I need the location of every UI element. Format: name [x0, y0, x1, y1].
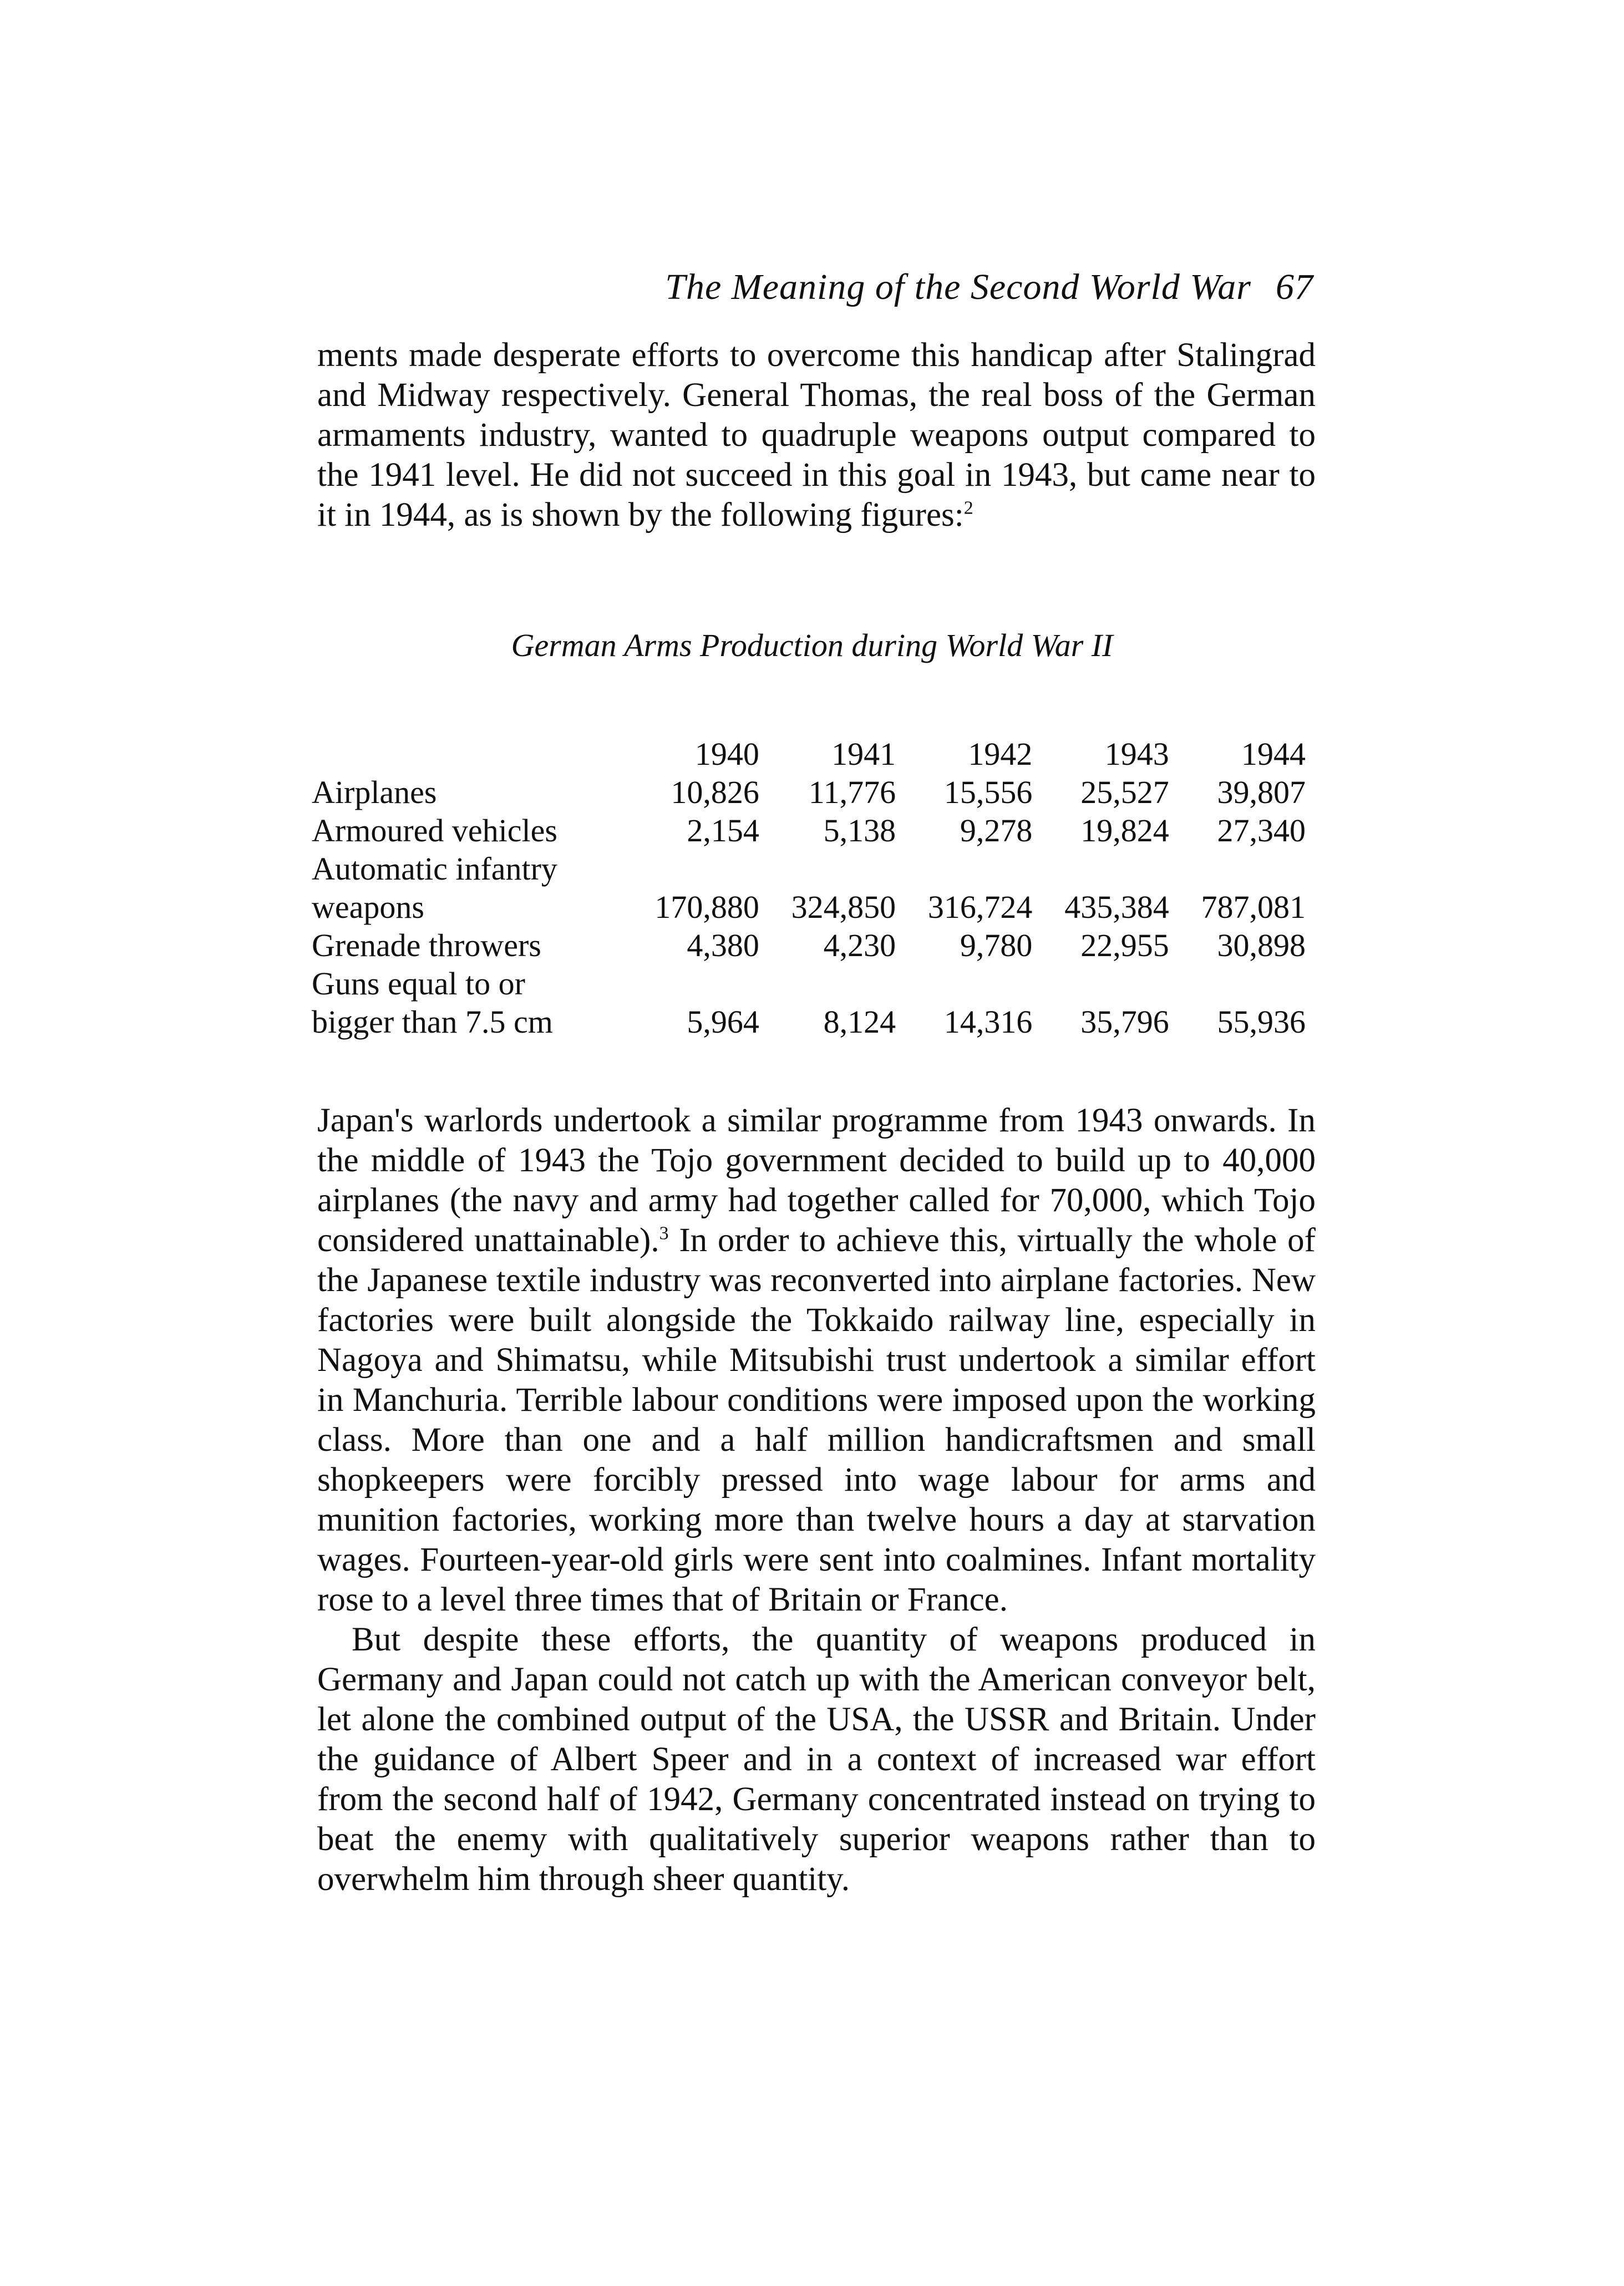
- table-cell: 55,936: [1217, 1004, 1306, 1040]
- table-cell: 4,380: [687, 927, 759, 963]
- footnote-marker-2: 2: [963, 497, 973, 519]
- table-row: [312, 773, 1306, 811]
- table-cell: 30,898: [1217, 927, 1306, 963]
- table-header-label: [312, 735, 623, 773]
- table-cell: 5,964: [687, 1004, 759, 1040]
- year-header: 1941: [831, 736, 896, 772]
- row-label-line: bigger than 7.5 cm: [312, 1004, 553, 1040]
- table-cell: 170,880: [654, 889, 759, 925]
- row-label: [312, 964, 623, 1041]
- table-cell: 316,724: [927, 889, 1033, 925]
- table-row: [312, 811, 1306, 850]
- table-row: [312, 964, 1306, 1041]
- table-cell: 435,384: [1064, 889, 1169, 925]
- table-cell: 39,807: [1217, 774, 1306, 810]
- table-cell: 35,796: [1080, 1004, 1169, 1040]
- table-row: [312, 850, 1306, 926]
- table-row: [312, 926, 1306, 964]
- table-cell: 9,278: [960, 812, 1033, 849]
- row-label: Grenade throwers: [312, 927, 541, 963]
- table-cell: 10,826: [671, 774, 759, 810]
- table-cell: 25,527: [1080, 774, 1169, 810]
- row-label: [312, 850, 623, 926]
- paragraph-2-text: Japan's warlords undertook a similar programme from 1943 onwards. In the middle of 1943 the Tojo government decided to build up to 40,000 airplanes (the navy and army had together called for 70,000, which Tojo considered unattainable).: [317, 1102, 1316, 1259]
- arms-production-table: [312, 735, 1306, 1041]
- body-text-lower: [317, 1101, 1316, 1899]
- row-label-line: weapons: [312, 889, 424, 925]
- footnote-marker-3: 3: [659, 1223, 669, 1244]
- table-cell: 5,138: [823, 812, 896, 849]
- paragraph-3-text: But despite these efforts, the quantity of weapons produced in Germany and Japan could not catch up with the American conveyor belt, let alone the combined output of the USA, the USSR and Britain. Under the guidance of Albert Speer and in a context of increased war effort from the second half of 1942, Germany concentrated instead on trying to beat the enemy with qualitatively superior weapons rather than to overwhelm him through sheer quantity.: [317, 1621, 1316, 1898]
- table-cell: 2,154: [687, 812, 759, 849]
- year-header: 1944: [1241, 736, 1306, 772]
- table-cell: 14,316: [943, 1004, 1033, 1040]
- table-cell: 27,340: [1217, 812, 1306, 849]
- table-cell: 324,850: [791, 889, 896, 925]
- table-cell: 15,556: [943, 774, 1033, 810]
- row-label-line: Automatic infantry: [312, 851, 557, 887]
- paragraph-2-continued: In order to achieve this, virtually the whole of the Japanese textile industry was reconverted into airplane factories. New factories were built alongside the Tokkaido railway line, especially in Nagoya and Shimatsu, while Mitsubishi trust undertook a similar effort in Manchuria. Terrible labour conditions were imposed upon the working class. More than one and a half million handicraftsmen and small shopkeepers were forcibly pressed into wage labour for arms and munition factories, working more than twelve hours a day at starvation wages. Fourteen-year-old girls were sent into coalmines. Infant mortality rose to a level three times that of Britain or France.: [317, 1222, 1316, 1618]
- year-header: 1940: [694, 736, 759, 772]
- table-header-row: [312, 735, 1306, 773]
- table-cell: 19,824: [1080, 812, 1169, 849]
- paragraph-1-text: ments made desperate efforts to overcome this handicap after Stalingrad and Midway respectively. General Thomas, the real boss of the German armaments industry, wanted to quadruple weapons output compared to the 1941 level. He did not succeed in this goal in 1943, but came near to it in 1944, as is shown by the following figures:: [317, 337, 1316, 534]
- table-caption: German Arms Production during World War II: [511, 627, 1113, 663]
- paragraph-2: [317, 1101, 1316, 1620]
- running-head-title: The Meaning of the Second World War: [665, 267, 1251, 307]
- table-cell: 8,124: [823, 1004, 896, 1040]
- row-label: Armoured vehicles: [312, 812, 557, 849]
- table-cell: 787,081: [1201, 889, 1306, 925]
- table-cell: 9,780: [960, 927, 1033, 963]
- year-header: 1942: [968, 736, 1033, 772]
- row-label: Airplanes: [312, 774, 437, 810]
- row-label-line: Guns equal to or: [312, 966, 525, 1002]
- table-cell: 22,955: [1080, 927, 1169, 963]
- table-cell: 4,230: [823, 927, 896, 963]
- table-cell: 11,776: [808, 774, 896, 810]
- paragraph-3: [317, 1620, 1316, 1899]
- year-header: 1943: [1104, 736, 1169, 772]
- paragraph-1: [317, 336, 1316, 535]
- running-head: [665, 266, 1313, 308]
- page-number: 67: [1276, 267, 1313, 307]
